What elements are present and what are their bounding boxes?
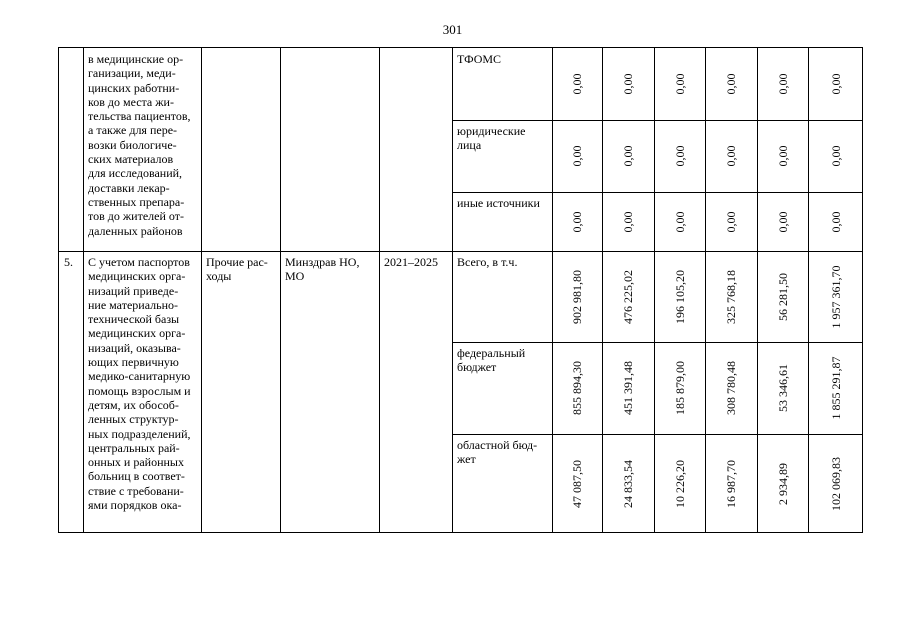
- activity-description-line: ями порядков ока-: [88, 498, 182, 513]
- amount-value: 0,00: [570, 73, 584, 95]
- funding-source: [457, 255, 517, 269]
- activity-description-line: центральных рай-: [88, 440, 180, 455]
- activity-description-line: для исследований,: [88, 166, 183, 181]
- activity-description-line: низаций приведе-: [88, 283, 179, 298]
- activity-description-line: детям, их обособ-: [88, 397, 179, 412]
- amount-value: 0,00: [570, 145, 584, 167]
- row-number: 5.: [64, 255, 73, 269]
- amount-value: 0,00: [570, 211, 584, 232]
- activity-description-line: возки биологиче-: [88, 137, 177, 152]
- amount-value: 1 957 361,70: [828, 265, 843, 328]
- activity-description: [88, 255, 191, 512]
- row-divider: [59, 251, 863, 252]
- expense-type: [206, 255, 268, 284]
- amount-value: 0,00: [724, 73, 738, 95]
- funding-source: [457, 438, 537, 467]
- amount-value: 308 780,48: [724, 361, 738, 415]
- expense-type-line: Прочие рас-: [206, 255, 268, 269]
- activity-description-line: доставки лекар-: [88, 180, 170, 195]
- column-divider: [379, 48, 380, 532]
- amount-value: 0,00: [672, 145, 687, 167]
- responsible-executor-line: Минздрав НО,: [285, 255, 360, 269]
- funding-source-line: бюджет: [457, 360, 497, 375]
- activity-description-line: цинских работни-: [88, 80, 180, 95]
- activity-description-line: ленных структур-: [88, 412, 179, 427]
- amount-value: 53 346,61: [775, 364, 790, 412]
- activity-description-line: больниц в соответ-: [88, 469, 185, 484]
- activity-description-line: онных и районных: [88, 455, 184, 470]
- activity-description-line: в медицинские ор-: [88, 52, 184, 66]
- activity-description-line: ков до места жи-: [88, 94, 174, 109]
- amount-value: 10 226,20: [672, 460, 687, 508]
- column-divider: [83, 48, 84, 532]
- amount-value: 451 391,48: [621, 361, 635, 415]
- funding-source-line: иные источники: [457, 196, 540, 210]
- amount-value: 325 768,18: [724, 269, 738, 324]
- funding-source: [457, 346, 525, 375]
- page-number: 301: [442, 22, 463, 37]
- activity-description-line: ских материалов: [88, 152, 174, 167]
- activity-description-line: ние материально-: [88, 297, 178, 312]
- amount-value: 16 987,70: [724, 460, 738, 508]
- amount-value: 0,00: [775, 211, 790, 232]
- activity-description-line: тов до жителей от-: [88, 209, 184, 224]
- source-divider: [452, 342, 863, 343]
- amount-value: 0,00: [621, 73, 635, 95]
- amount-value: 2 934,89: [775, 463, 790, 505]
- funding-source-line: лица: [457, 138, 482, 153]
- amount-value: 24 833,54: [621, 460, 635, 508]
- amount-value: 0,00: [621, 211, 635, 232]
- activity-description-line: помощь взрослым и: [88, 383, 191, 398]
- amount-value: 855 894,30: [570, 361, 584, 415]
- responsible-executor: [285, 255, 359, 284]
- funding-source: [457, 196, 540, 210]
- amount-value: 476 225,02: [621, 269, 635, 324]
- amount-value: 0,00: [724, 145, 738, 167]
- activity-description-line: медицинских орга-: [88, 269, 186, 284]
- amount-value: 0,00: [775, 73, 790, 95]
- activity-description-line: тельства пациентов,: [88, 109, 191, 124]
- funding-source-line: юридические: [457, 124, 526, 138]
- implementation-period: 2021–2025: [384, 255, 438, 269]
- activity-description-line: медицинских орга-: [88, 326, 186, 341]
- source-divider: [452, 192, 863, 193]
- amount-value: 185 879,00: [672, 361, 687, 415]
- activity-description-line: ющих первичную: [88, 355, 179, 370]
- activity-description-line: ствие с требовани-: [88, 483, 184, 498]
- activity-description-line: ганизации, меди-: [88, 66, 176, 81]
- funding-source-line: жет: [457, 452, 476, 467]
- funding-source-line: Всего, в т.ч.: [457, 255, 518, 269]
- amount-value: 0,00: [672, 211, 687, 232]
- amount-value: 196 105,20: [672, 269, 687, 324]
- responsible-executor-line: МО: [285, 269, 305, 284]
- amount-value: 1 855 291,87: [828, 356, 843, 420]
- funding-source-line: федеральный: [457, 346, 526, 360]
- funding-source: [457, 52, 501, 66]
- activity-description-line: технической базы: [88, 312, 180, 327]
- amount-value: 47 087,50: [570, 460, 584, 508]
- source-divider: [452, 434, 863, 435]
- amount-value: 0,00: [621, 145, 635, 167]
- column-divider: [201, 48, 202, 532]
- source-divider: [452, 120, 863, 121]
- amount-value: 0,00: [724, 211, 738, 232]
- activity-description-line: ных подразделений,: [88, 426, 191, 441]
- amount-value: 0,00: [828, 145, 843, 167]
- expense-type-line: ходы: [206, 269, 232, 284]
- activity-description-line: даленных районов: [88, 223, 183, 238]
- activity-description-line: а также для пере-: [88, 123, 178, 138]
- activity-description-line: медико-санитарную: [88, 369, 191, 384]
- funding-source-line: областной бюд-: [457, 438, 538, 452]
- amount-value: 56 281,50: [775, 272, 790, 321]
- activity-description-line: низаций, оказыва-: [88, 340, 181, 355]
- activity-description-line: ственных препара-: [88, 194, 185, 209]
- budget-table: [58, 47, 863, 533]
- column-divider: [280, 48, 281, 532]
- funding-source: [457, 124, 525, 153]
- amount-value: 0,00: [828, 73, 843, 95]
- activity-description: [88, 52, 191, 238]
- amount-value: 0,00: [672, 73, 687, 95]
- activity-description-line: С учетом паспортов: [88, 255, 190, 269]
- amount-value: 102 069,83: [828, 457, 843, 511]
- amount-value: 0,00: [775, 145, 790, 167]
- funding-source-line: ТФОМС: [457, 52, 502, 66]
- amount-value: 902 981,80: [570, 269, 584, 324]
- amount-value: 0,00: [828, 211, 843, 232]
